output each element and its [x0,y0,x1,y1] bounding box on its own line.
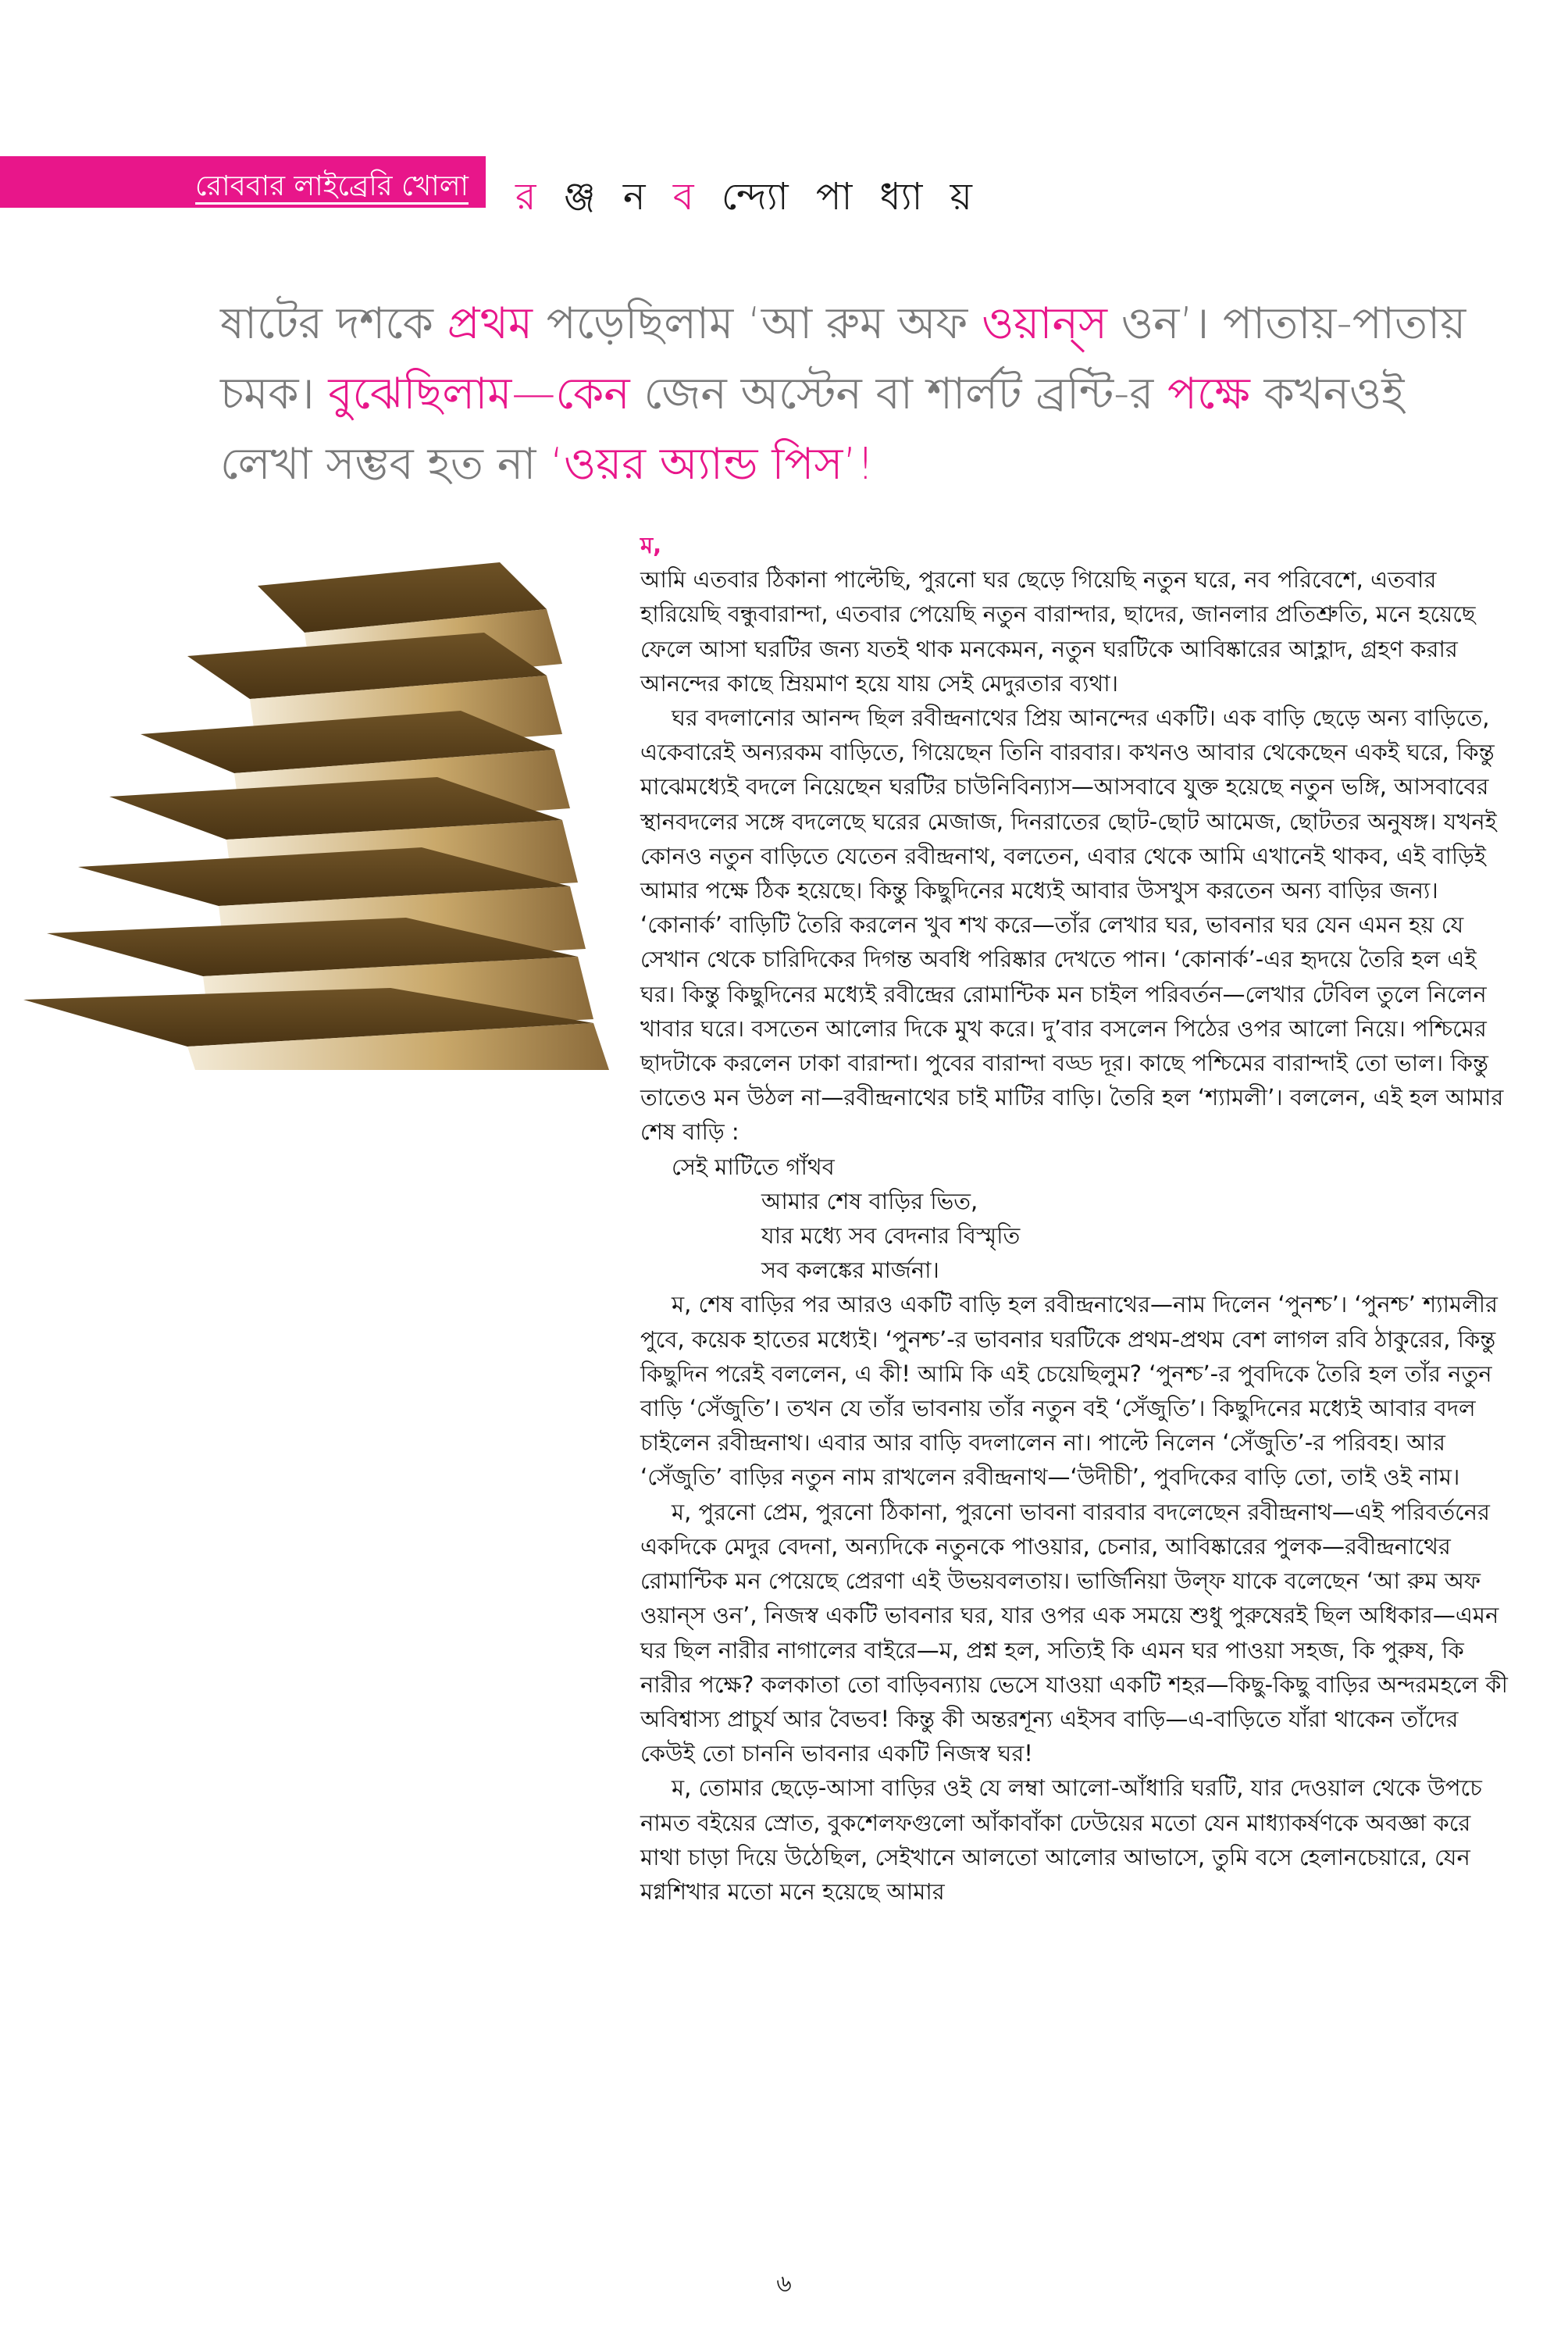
paragraph-4: ম, পুরনো প্রেম, পুরনো ঠিকানা, পুরনো ভাবনা বারবার বদলেছেন রবীন্দ্রনাথ—এই পরিবর্তনের একদিকে মেদুর বেদনা, অন্যদিকে নতুনকে পাওয়ার, চেনার, আবিষ্কারের পুলক—রবীন্দ্রনাথের রোমান্টিক মন পেয়েছে প্রেরণা এই উভয়বলতায়। ভার্জিনিয়া উল্‌ফ যাকে বলেছেন ‘আ রুম অফ ওয়ান্‌স ওন’, নিজস্ব একটি ভাবনার ঘর, যার ওপর এক সময়ে শুধু পুরুষেরই ছিল অধিকার—এমন ঘর ছিল নারীর নাগালের বাইরে—ম, প্রশ্ন হল, সত্যিই কি এমন ঘর পাওয়া সহজ, কি পুরুষ, কি নারীর পক্ষে? কলকাতা তো বাড়িবন্যায় ভেসে যাওয়া একটি শহর—কিছু-কিছু বাড়ির অন্দরমহলে কী অবিশ্বাস্য প্রাচুর্য আর বৈভব! কিন্তু কী অন্তরশূন্য এইসব বাড়ি—এ-বাড়িতে যাঁরা থাকেন তাঁদের কেউই তো চাননি ভাবনার একটি নিজস্ব ঘর! [640,1498,1508,1767]
author-last-rest: ন্দ্যো পা ধ্যা য় [701,175,980,219]
salutation: ম, [640,532,662,558]
book-stack-image [0,539,640,1070]
lead-quote [220,289,1501,500]
lead-highlight: পক্ষে [1167,369,1250,419]
lead-highlight: প্রথম [447,298,533,349]
poem-line: আমার শেষ বাড়ির ভিত, [761,1187,978,1214]
paragraph-3: ম, শেষ বাড়ির পর আরও একটি বাড়ি হল রবীন্দ্রনাথের—নাম দিলেন ‘পুনশ্চ’। ‘পুনশ্চ’ শ্যামলীর পুবে, কয়েক হাতের মধ্যেই। ‘পুনশ্চ’-র ভাবনার ঘরটিকে প্রথম-প্রথম বেশ লাগল রবি ঠাকুরের, কিন্তু কিছুদিন পরেই বললেন, এ কী! আমি কি এই চেয়েছিলুম? ‘পুনশ্চ’-র পুবদিকে তৈরি হল তাঁর নতুন বাড়ি ‘সেঁজুতি’। তখন যে তাঁর ভাবনায় তাঁর নতুন বই ‘সেঁজুতি’। কিছুদিনের মধ্যেই আবার বদল চাইলেন রবীন্দ্রনাথ। এবার আর বাড়ি বদলালেন না। পাল্টে নিলেন ‘সেঁজুতি’-র পরিবহ। আর ‘সেঁজুতি’ বাড়ির নতুন নাম রাখলেন রবীন্দ্রনাথ—‘উদীচী’, পুবদিকের বাড়ি তো, তাই ওই নাম। [640,1291,1499,1491]
poem-block [640,1150,1515,1288]
lead-highlight: ‘ওয়র অ্যান্ড পিস’! [550,439,875,490]
poem-line: সব কলঙ্কের মার্জনা। [761,1257,939,1284]
paragraph-5: ম, তোমার ছেড়ে-আসা বাড়ির ওই যে লম্বা আলো-আঁধারি ঘরটি, যার দেওয়াল থেকে উপচে নামত বইয়ের স্রোত, বুকশেলফগুলো আঁকাবাঁকা ঢেউয়ের মতো যেন মাধ্যাকর্ষণকে অবজ্ঞা করে মাথা চাড়া দিয়ে উঠেছিল, সেইখানে আলতো আলোর আভাসে, তুমি বসে হেলানচেয়ারে, যেন মগ্নশিখার মতো মনে হয়েছে আমার [640,1774,1482,1905]
article-body [640,528,1515,1909]
section-banner [0,156,486,208]
poem-line: যার মধ্যে সব বেদনার বিস্মৃতি [761,1222,1021,1250]
page-number: ৬ [776,2270,792,2298]
book-stack-illustration [0,539,640,1070]
section-label: রোববার লাইব্রেরি খোলা [195,171,469,205]
lead-highlight: বুঝেছিলাম—কেন [328,369,630,419]
paragraph-1: আমি এতবার ঠিকানা পাল্টেছি, পুরনো ঘর ছেড়ে গিয়েছি নতুন ঘরে, নব পরিবেশে, এতবার হারিয়েছি বন্ধুবারান্দা, এতবার পেয়েছি নতুন বারান্দার, ছাদের, জানলার প্রতিশ্রুতি, মনে হয়েছে ফেলে আসা ঘরটির জন্য যতই থাক মনকেমন, নতুন ঘরটিকে আবিষ্কারের আহ্লাদ, গ্রহণ করার আনন্দের কাছে ম্রিয়মাণ হয়ে যায় সেই মেদুরতার ব্যথা। [640,566,1476,697]
lead-highlight: ওয়ান্‌স [982,298,1107,349]
lead-text: কখনওই লেখা সম্ভব হত না [220,369,1405,490]
author-first-rest: ঞ্জ ন [543,175,673,219]
author-name [515,175,980,219]
poem-line: সেই মাটিতে গাঁথব [672,1153,835,1180]
lead-text: জেন অস্টেন বা শার্লট ব্রন্টি-র [629,369,1167,419]
lead-text: ওন’। পাতায়-পাতায় চমক। [220,298,1466,419]
paragraph-2: ঘর বদলানোর আনন্দ ছিল রবীন্দ্রনাথের প্রিয় আনন্দের একটি। এক বাড়ি ছেড়ে অন্য বাড়িতে, একেবারেই অন্যরকম বাড়িতে, গিয়েছেন তিনি বারবার। কখনও আবার থেকেছেন একই ঘরে, কিন্তু মাঝেমধ্যেই বদলে নিয়েছেন ঘরটির চাউনিবিন্যাস—আসবাবে যুক্ত হয়েছে নতুন ভঙ্গি, আসবাবের স্থানবদলের সঙ্গে বদলেছে ঘরের মেজাজ, দিনরাতের ছোট-ছোট আমেজ, ছোটতর অনুষঙ্গ। যখনই কোনও নতুন বাড়িতে যেতেন রবীন্দ্রনাথ, বলতেন, এবার থেকে আমি এখানেই থাকব, এই বাড়িই আমার পক্ষে ঠিক হয়েছে। কিন্তু কিছুদিনের মধ্যেই আবার উসখুস করতেন অন্য বাড়ির জন্য। ‘কোনার্ক’ বাড়িটি তৈরি করলেন খুব শখ করে—তাঁর লেখার ঘর, ভাবনার ঘর যেন এমন হয় যে সেখান থেকে চারিদিকের দিগন্ত অবধি পরিষ্কার দেখতে পান। ‘কোনার্ক’-এর হৃদয়ে তৈরি হল এই ঘর। কিন্তু কিছুদিনের মধ্যেই রবীন্দ্রের রোমান্টিক মন চাইল পরিবর্তন—লেখার টেবিল তুলে নিলেন খাবার ঘরে। বসতেন আলোর দিকে মুখ করে। দু’বার বসলেন পিঠের ওপর আলো নিয়ে। পশ্চিমের ছাদটাকে করলেন ঢাকা বারান্দা। পুবের বারান্দা বড্ড দূর। কাছে পশ্চিমের বারান্দাই তো ভাল। কিন্তু তাতেও মন উঠল না—রবীন্দ্রনাথের চাই মাটির বাড়ি। তৈরি হল ‘শ্যামলী’। বললেন, এই হল আমার শেষ বাড়ি : [640,704,1504,1146]
author-last-initial: ব [672,175,702,219]
author-first-initial: র [515,175,544,219]
lead-text: ষাটের দশকে [220,298,447,349]
lead-text: পড়েছিলাম ‘আ রুম অফ [532,298,982,349]
